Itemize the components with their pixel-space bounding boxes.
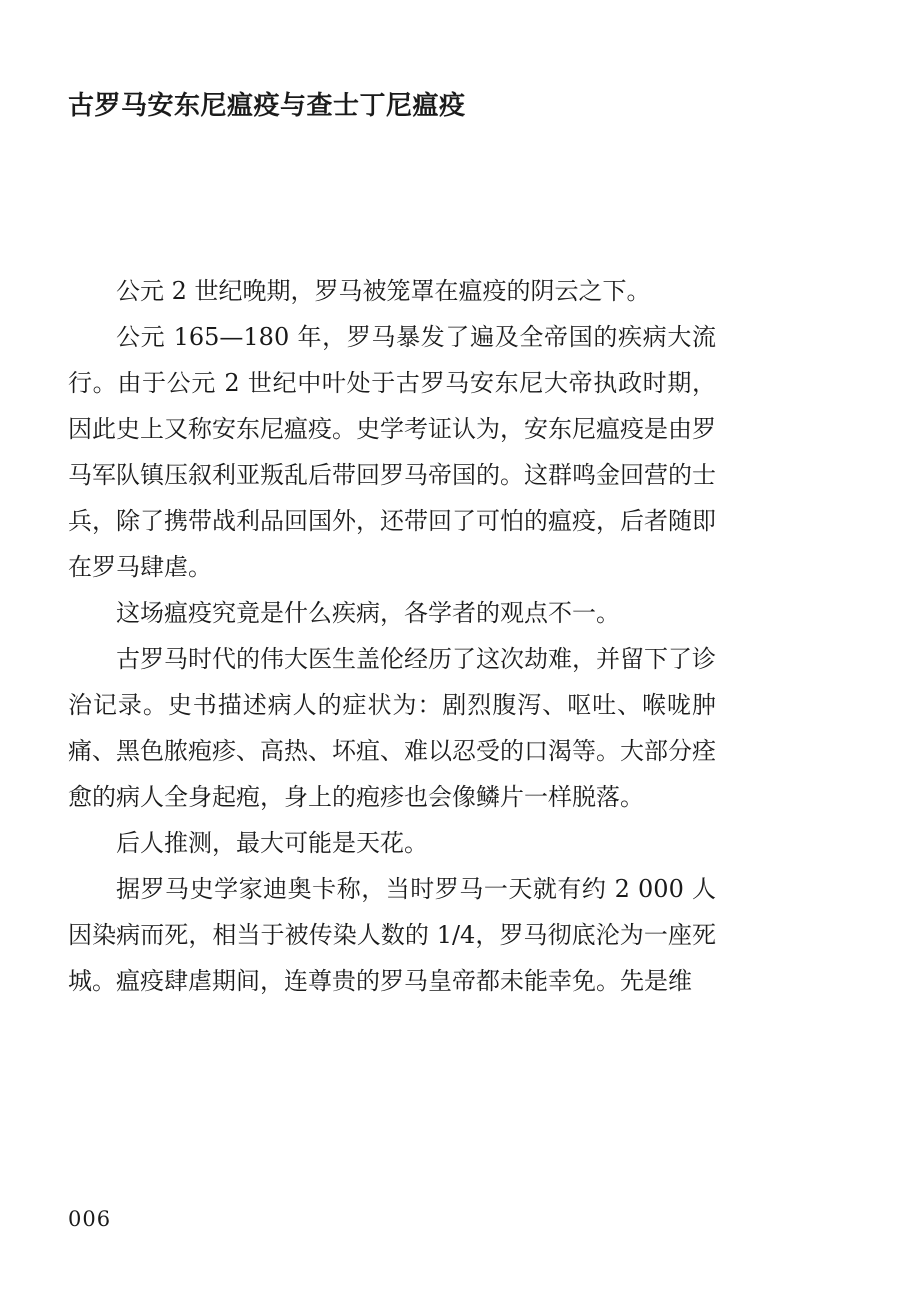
- paragraph: 古罗马时代的伟大医生盖伦经历了这次劫难，并留下了诊治记录。史书描述病人的症状为：剧烈腹泻、呕吐、喉咙肿痛、黑色脓疱疹、高热、坏疽、难以忍受的口渴等。大部分痊愈的病人全身起疱，身上的疱疹也会像鳞片一样脱落。: [68, 645, 716, 811]
- paragraph: 公元 165—180 年，罗马暴发了遍及全帝国的疾病大流行。由于公元 2 世纪中叶处于古罗马安东尼大帝执政时期，因此史上又称安东尼瘟疫。史学考证认为，安东尼瘟疫是由罗马军队镇压叙利亚叛乱后带回罗马帝国的。这群鸣金回营的士兵，除了携带战利品回国外，还带回了可怕的瘟疫，后者随即在罗马肆虐。: [68, 323, 716, 581]
- paragraph: 公元 2 世纪晚期，罗马被笼罩在瘟疫的阴云之下。: [116, 277, 651, 305]
- paragraph: 这场瘟疫究竟是什么疾病，各学者的观点不一。: [116, 599, 620, 627]
- page-number: 006: [68, 1207, 112, 1231]
- paragraph: 后人推测，最大可能是天花。: [116, 829, 428, 857]
- paragraph: 据罗马史学家迪奥卡称，当时罗马一天就有约 2 000 人因染病而死，相当于被传染人数的 1/4，罗马彻底沦为一座死城。瘟疫肆虐期间，连尊贵的罗马皇帝都未能幸免。先是维: [68, 875, 716, 995]
- body-text: [68, 268, 716, 1004]
- chapter-title: 古罗马安东尼瘟疫与查士丁尼瘟疫: [68, 91, 466, 121]
